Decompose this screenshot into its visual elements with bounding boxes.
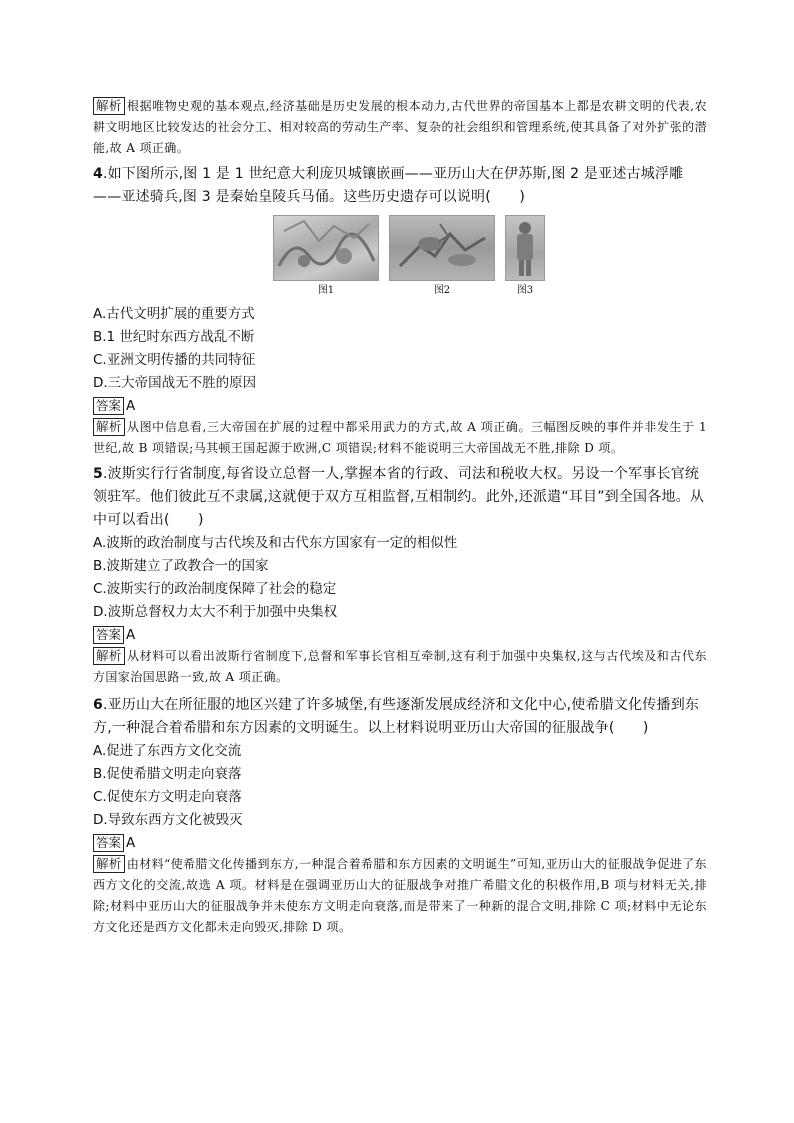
- question-number: 4: [93, 166, 103, 182]
- answer-line: [93, 832, 707, 854]
- explanation-text: 根据唯物史观的基本观点,经济基础是历史发展的根本动力,古代世界的帝国基本上都是农耕文明的代表,农耕文明地区比较发达的社会分工、相对较高的劳动生产率、复杂的社会组织和管理系统,使其具备了对外扩张的潜能,故 A 项正确。: [93, 99, 707, 155]
- relief-image: [389, 215, 495, 281]
- figure-3: [505, 215, 545, 299]
- figure-row: [93, 215, 707, 299]
- explanation-tag: 解析: [93, 855, 125, 873]
- option-b[interactable]: B.1 世纪时东西方战乱不断: [93, 329, 255, 345]
- option-c[interactable]: C.波斯实行的政治制度保障了社会的稳定: [93, 581, 337, 597]
- answer-tag: 答案: [93, 397, 124, 415]
- option-c[interactable]: C.亚洲文明传播的共同特征: [93, 352, 256, 368]
- question-text: .亚历山大在所征服的地区兴建了许多城堡,有些逐渐发展成经济和文化中心,使希腊文化传播到东方,一种混合着希腊和东方因素的文明诞生。以上材料说明亚历山大帝国的征服战争( ): [93, 697, 700, 736]
- option-c[interactable]: C.促使东方文明走向衰落: [93, 789, 242, 805]
- figure-1: [273, 215, 379, 299]
- option-b[interactable]: B.波斯建立了政教合一的国家: [93, 558, 269, 574]
- option-a[interactable]: A.古代文明扩展的重要方式: [93, 306, 255, 322]
- question-4-stem: [93, 163, 707, 209]
- explanation-block: [93, 417, 707, 459]
- question-6-stem: [93, 694, 707, 740]
- explanation-text: 由材料“使希腊文化传播到东方,一种混合着希腊和东方因素的文明诞生”可知,亚历山大的征服战争促进了东西方文化的交流,故选 A 项。材料是在强调亚历山大的征服战争对推广希腊文化的积极作用,B 项与材料无关,排除;材料中亚历山大的征服战争并未使东方文明走向衰落,而是带来了一种新的混合文明,排除 C 项;材料中无论东方文化还是西方文化都未走向毁灭,排除 D 项。: [93, 857, 707, 934]
- option-a[interactable]: A.促进了东西方文化交流: [93, 743, 242, 759]
- explanation-text: 从材料可以看出波斯行省制度下,总督和军事长官相互牵制,这有利于加强中央集权,这与古代埃及和古代东方国家治国思路一致,故 A 项正确。: [93, 649, 707, 684]
- answer-tag: 答案: [93, 834, 124, 852]
- explanation-tag: 解析: [93, 418, 125, 436]
- option-d[interactable]: D.三大帝国战无不胜的原因: [93, 375, 257, 391]
- mosaic-image: [273, 215, 379, 281]
- explanation-block: [93, 646, 707, 688]
- answer-value: A: [126, 398, 136, 414]
- question-number: 6: [93, 697, 103, 713]
- explanation-tag: 解析: [93, 647, 125, 665]
- terracotta-warrior-image: [505, 215, 545, 281]
- explanation-block: [93, 96, 707, 159]
- option-d[interactable]: D.波斯总督权力太大不利于加强中央集权: [93, 604, 338, 620]
- answer-value: A: [126, 627, 136, 643]
- option-a[interactable]: A.波斯的政治制度与古代埃及和古代东方国家有一定的相似性: [93, 535, 458, 551]
- explanation-tag: 解析: [93, 97, 125, 115]
- answer-tag: 答案: [93, 626, 124, 644]
- answer-value: A: [126, 835, 136, 851]
- figure-caption: 图3: [516, 285, 534, 296]
- figure-caption: 图2: [433, 285, 451, 296]
- figure-2: [389, 215, 495, 299]
- figure-caption: 图1: [317, 285, 335, 296]
- option-b[interactable]: B.促使希腊文明走向衰落: [93, 766, 242, 782]
- question-number: 5: [93, 466, 103, 482]
- question-text: .波斯实行行省制度,每省设立总督一人,掌握本省的行政、司法和税收大权。另设一个军事长官统领驻军。他们彼此互不隶属,这就便于双方互相监督,互相制约。此外,还派遣“耳目”到全国各地。从中可以看出( ): [93, 466, 705, 528]
- explanation-block: [93, 854, 707, 938]
- question-text: .如下图所示,图 1 是 1 世纪意大利庞贝城镶嵌画——亚历山大在伊苏斯,图 2 是亚述古城浮雕——亚述骑兵,图 3 是秦始皇陵兵马俑。这些历史遗存可以说明( ): [93, 166, 684, 205]
- explanation-text: 从图中信息看,三大帝国在扩展的过程中都采用武力的方式,故 A 项正确。三幅图反映的事件并非发生于 1 世纪,故 B 项错误;马其顿王国起源于欧洲,C 项错误;材料不能说明三大帝国战无不胜,排除 D 项。: [93, 420, 707, 455]
- option-d[interactable]: D.导致东西方文化被毁灭: [93, 812, 243, 828]
- answer-line: [93, 624, 707, 646]
- page-content: [93, 96, 707, 938]
- answer-line: [93, 395, 707, 417]
- question-5-stem: [93, 463, 707, 532]
